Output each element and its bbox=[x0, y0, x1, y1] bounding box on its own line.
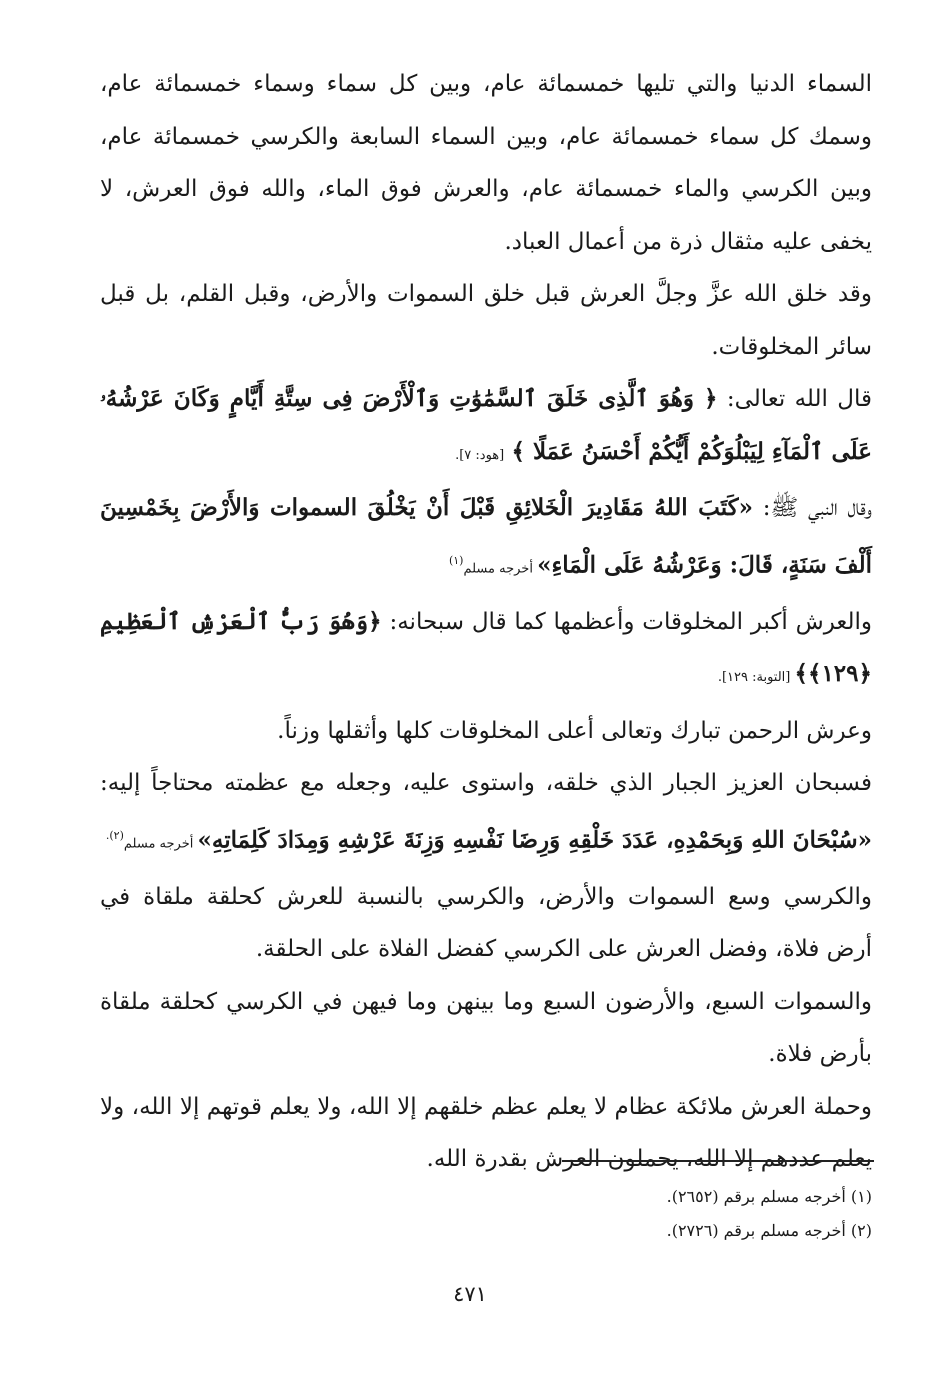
footnote-marker: (١) bbox=[448, 553, 464, 567]
hadith-quote bbox=[100, 757, 872, 871]
paragraph: وقد خلق الله عزَّ وجلَّ العرش قبل خلق السموات والأرض، وقبل القلم، بل قبل سائر المخلوقات. bbox=[100, 281, 872, 360]
hadith-text: «كَتَبَ اللهُ مَقَادِيرَ الْخَلائِقِ قَبْلَ أَنْ يَخْلُقَ السموات وَالأَرْضَ بِخَمْسِينَ أَلْفَ سَنَةٍ، قَالَ: وَعَرْشُهُ عَلَى الْمَاءِ» bbox=[100, 494, 872, 579]
verse-reference: [هود: ٧]. bbox=[455, 447, 505, 463]
footnotes bbox=[500, 1180, 872, 1248]
paragraph: وعرش الرحمن تبارك وتعالى أعلى المخلوقات كلها وأثقلها وزناً. bbox=[277, 717, 872, 744]
quote-intro: قال الله تعالى: bbox=[717, 386, 872, 412]
hadith-text: «سُبْحَانَ اللهِ وَبِحَمْدِهِ، عَدَدَ خَلْقِهِ وَرِضَا نَفْسِهِ وَزِنَةَ عَرْشِهِ وَمِدَادَ كَلِمَاتِهِ» bbox=[197, 826, 872, 854]
verse-reference: [التوبة: ١٢٩]. bbox=[717, 670, 795, 686]
paragraph: وحملة العرش ملائكة عظام لا يعلم عظم خلقهم إلا الله، ولا يعلم قوتهم إلا الله، ولا يعلم عددهم إلا الله، يحملون العرش بقدرة الله. bbox=[100, 1093, 872, 1173]
footnote-item: (٢) أخرجه مسلم برقم (٢٧٢٦). bbox=[666, 1221, 872, 1240]
hadith-intro: فسبحان العزيز الجبار الذي خلقه، واستوى عليه، وجعله مع عظمته محتاجاً إليه: bbox=[100, 770, 872, 797]
paragraph: السماء الدنيا والتي تليها خمسمائة عام، وبين كل سماء وسماء خمسمائة عام، وسمك كل سماء خمسمائة عام، وبين السماء السابعة والكرسي خمسمائة عام، وبين الكرسي والماء خمسمائة عام، والعرش فوق الماء، والله فوق العرش، لا يخفى عليه مثقال ذرة من أعمال العباد. bbox=[100, 71, 872, 255]
quran-verse: ﴿ وَهُوَ ٱلَّذِى خَلَقَ ٱلسَّمَٰوَٰتِ وَٱلْأَرْضَ فِى سِتَّةِ أَيَّامٍ وَكَانَ عَرْشُهُۥ عَلَى ٱلْمَآءِ لِيَبْلُوَكُمْ أَيُّكُمْ أَحْسَنُ عَمَلًا ﴾ bbox=[100, 385, 872, 465]
page-body bbox=[100, 58, 872, 1186]
quran-quote bbox=[100, 596, 872, 705]
paragraph: والكرسي وسع السموات والأرض، والكرسي بالنسبة للعرش كحلقة ملقاة في أرض فلاة، وفضل العرش على الكرسي كفضل الفلاة على الحلقة. bbox=[100, 883, 872, 963]
hadith-reference: أخرجه مسلم bbox=[123, 836, 198, 852]
footnote-marker: (٢). bbox=[105, 828, 124, 842]
paragraph: والسموات السبع، والأرضون السبع وما بينهن وما فيهن في الكرسي كحلقة ملقاة بأرض فلاة. bbox=[100, 988, 872, 1068]
quran-verse: ﴿وَهُوَ رَبُّ ٱلْعَرْشِ ٱلْعَظِيمِ ﴿١٢٩﴾﴾ bbox=[100, 607, 872, 688]
quran-quote bbox=[100, 373, 872, 482]
footnote-item: (١) أخرجه مسلم برقم (٢٦٥٢). bbox=[666, 1187, 872, 1206]
hadith-quote bbox=[100, 482, 872, 596]
hadith-reference: أخرجه مسلم bbox=[463, 561, 538, 577]
page-number: ٤٧١ bbox=[453, 1282, 487, 1306]
quote-intro: والعرش أكبر المخلوقات وأعظمها كما قال سبحانه: bbox=[381, 608, 873, 635]
hadith-intro: وقال النبي ﷺ: bbox=[752, 495, 872, 521]
footnote-divider bbox=[562, 1160, 874, 1162]
